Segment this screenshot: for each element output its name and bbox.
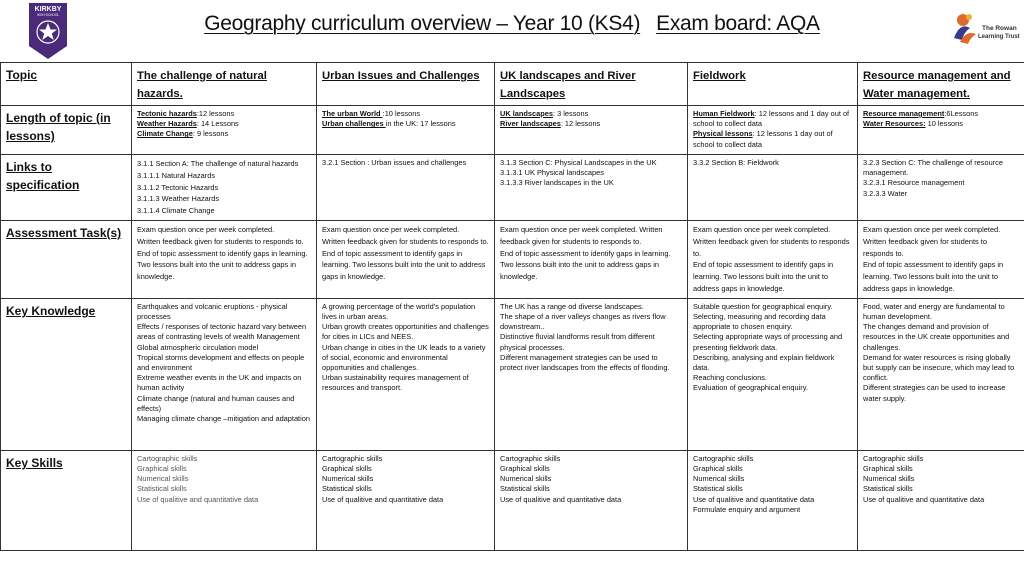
cell-line: Statistical skills	[137, 484, 187, 494]
knowledge-cell	[688, 298, 858, 450]
cell-line: Selecting, measuring and recording data appropriate to chosen enquiry.	[693, 311, 826, 332]
curriculum-table	[0, 62, 1024, 551]
links-cell	[688, 155, 858, 221]
cell-line: Graphical skills	[863, 463, 913, 473]
cell-line: 3.3.2 Section B: Fieldwork	[693, 158, 779, 167]
knowledge-cell	[317, 298, 495, 450]
cell-line: Exam question once per week completed.	[137, 225, 275, 234]
row-header-knowledge: Key Knowledge	[1, 298, 132, 450]
cell-line: Describing, analysing and explain fieldwork data.	[693, 352, 835, 372]
trust-logo-line1: The Rowan	[982, 25, 1017, 32]
assessment-cell	[858, 221, 1024, 299]
cell-line: End of topic assessment to identify gaps in learning. Two lessons built into the unit to address gaps in knowledge.	[500, 248, 671, 282]
cell-line: Use of qualitive and quantitative data	[693, 494, 815, 504]
cell-line: Suitable question for geographical enquiry.	[693, 301, 833, 311]
assessment-cell	[132, 221, 317, 299]
cell-line: A growing percentage of the world’s population lives in urban areas.	[322, 301, 476, 321]
cell-line: Numerical skills	[137, 474, 189, 484]
cell-line: 3.1.1.4 Climate Change	[137, 206, 215, 216]
cell-line: The UK has a range od diverse landscapes.	[500, 301, 644, 311]
cell-line: Demand for water resources is rising globally but supply can be insecure, which may lead to conflict.	[863, 352, 1015, 383]
skills-cell	[495, 450, 688, 550]
cell-line: Written feedback given for students to responds to.	[693, 236, 850, 258]
cell-line: Different strategies can be used to increase water supply.	[863, 383, 1006, 403]
cell-line: Urban change in cities in the UK leads to a variety of social, economic and environmental opportunities and challenges.	[322, 342, 486, 372]
links-cell	[858, 155, 1024, 221]
cell-line: Exam question once per week completed.	[322, 225, 460, 234]
skills-cell	[317, 450, 495, 550]
cell-line: Use of qualitive and quantitative data	[137, 494, 259, 504]
cell-line: Numerical skills	[693, 474, 745, 484]
assessment-cell	[688, 221, 858, 299]
knowledge-cell	[132, 298, 317, 450]
length-cell-landscapes: UK landscapes: 3 lessons River landscapes: 12 lessons	[495, 106, 688, 155]
cell-line: Urban sustainability requires management of resources and transport.	[322, 373, 469, 393]
cell-line: 3.1.3.3 River landscapes in the UK	[500, 178, 614, 188]
column-header-fieldwork: Fieldwork	[688, 63, 858, 106]
row-label: Topic	[6, 68, 38, 82]
length-cell-resources: Resource management:6Lessons Water Resources: 10 lessons	[858, 106, 1024, 155]
cell-line: Food, water and energy are fundamental to human development.	[863, 301, 1005, 321]
cell-line: Global atmospheric circulation model	[137, 342, 259, 352]
cell-line: Exam question once per week completed.	[693, 225, 831, 234]
table-row-knowledge	[1, 298, 1024, 450]
cell-line: Statistical skills	[500, 484, 550, 494]
table-row-assessment	[1, 221, 1024, 299]
cell-line: The changes demand and provision of resources in the UK create opportunities and challenges.	[863, 322, 1010, 352]
cell-line: Numerical skills	[863, 474, 915, 484]
row-header-topic	[1, 63, 132, 106]
skills-cell	[688, 450, 858, 550]
cell-line: Written feedback given for students to responds to.	[863, 236, 987, 258]
length-cell-urban: The urban World :10 lessons Urban challenges in the UK: 17 lessons	[317, 106, 495, 155]
cell-line: Cartographic skills	[137, 453, 198, 463]
row-header-skills: Key Skills	[1, 450, 132, 550]
skills-cell	[132, 450, 317, 550]
cell-line: 3.1.3 Section C: Physical Landscapes in the UK	[500, 158, 657, 167]
page-header	[0, 0, 1024, 62]
cell-line: Statistical skills	[322, 484, 372, 494]
title-main: Geography curriculum overview – Year 10 (KS4)	[204, 12, 641, 35]
cell-line: Numerical skills	[500, 474, 552, 484]
cell-line: 3.1.1.1 Natural Hazards	[137, 170, 216, 180]
assessment-cell	[495, 221, 688, 299]
cell-line: Different management strategies can be used to protect river landscapes from the effects of flooding.	[500, 352, 670, 372]
cell-line: Cartographic skills	[693, 453, 754, 463]
cell-line: Earthquakes and volcanic eruptions - physical processes	[137, 301, 288, 321]
cell-line: Formulate enquiry and argument	[693, 504, 801, 514]
cell-line: Use of qualitive and quantitative data	[500, 494, 622, 504]
column-header-urban-issues: Urban Issues and Challenges	[317, 63, 495, 106]
skills-cell	[858, 450, 1024, 550]
cell-line: End of topic assessment to identify gaps in learning. Two lessons built into the unit to address gaps in knowledge.	[863, 260, 1004, 293]
cell-line: Reaching conclusions.	[693, 373, 767, 383]
cell-line: Exam question once per week completed. Written feedback given for students to responds to.	[500, 225, 663, 246]
cell-line: Urban growth creates opportunities and challenges for cities in LICs and NEES.	[322, 322, 489, 342]
page-title	[0, 12, 1024, 36]
cell-line: Use of qualitive and quantitative data	[863, 494, 985, 504]
length-cell-fieldwork: Human Fieldwork: 12 lessons and 1 day out of school to collect data Physical lessons: 12 lessons 1 day out of school to collect data	[688, 106, 858, 155]
cell-line: Extreme weather events in the UK and impacts on human activity	[137, 373, 302, 393]
knowledge-cell	[858, 298, 1024, 450]
column-header-uk-landscapes: UK landscapes and River Landscapes	[495, 63, 688, 106]
length-cell-hazards: Tectonic hazards:12 lessons Weather Hazards: 14 Lessons Climate Change: 9 lessons	[132, 106, 317, 155]
cell-line: Statistical skills	[863, 484, 913, 494]
row-header-length: Length of topic (in lessons)	[1, 106, 132, 155]
cell-line: The shape of a river valleys changes as rivers flow downstream..	[500, 311, 666, 332]
school-logo-subtitle: HIGH SCHOOL	[36, 13, 60, 17]
links-cell	[495, 155, 688, 221]
table-row-links	[1, 155, 1024, 221]
cell-line: End of topic assessment to identify gaps in learning. Two lessons built into the unit to address gaps in knowledge.	[322, 248, 486, 282]
cell-line: Written feedback given for students to responds to.	[137, 236, 304, 246]
cell-line: 3.1.1 Section A: The challenge of natural hazards	[137, 159, 299, 168]
row-header-links: Links to specification	[1, 155, 132, 221]
trust-logo-line2: Learning Trust	[978, 34, 1020, 40]
table-row-topic	[1, 63, 1024, 106]
cell-line: Graphical skills	[500, 463, 550, 473]
cell-line: 3.2.3.1 Resource management	[863, 178, 965, 188]
cell-line: Exam question once per week completed.	[863, 225, 1001, 234]
cell-line: Graphical skills	[137, 463, 187, 473]
links-cell	[317, 155, 495, 221]
assessment-cell	[317, 221, 495, 299]
cell-line: 3.1.1.2 Tectonic Hazards	[137, 182, 219, 192]
cell-line: Distinctive fluvial landforms result from different physical processes.	[500, 332, 655, 352]
cell-line: Cartographic skills	[863, 453, 924, 463]
school-logo-name: KIRKBY	[34, 6, 62, 13]
cell-line: Written feedback given for students to responds to.	[322, 236, 489, 246]
cell-line: Statistical skills	[693, 484, 743, 494]
cell-line: 3.1.3.1 UK Physical landscapes	[500, 168, 604, 178]
knowledge-cell	[495, 298, 688, 450]
row-header-assessment: Assessment Task(s)	[1, 221, 132, 299]
cell-line: Tropical storms development and effects on people and environment	[137, 352, 305, 372]
cell-line: Climate change (natural and human causes and effects)	[137, 393, 295, 413]
cell-line: Cartographic skills	[500, 453, 561, 463]
trust-logo	[948, 8, 1020, 50]
cell-line: End of topic assessment to identify gaps in learning. Two lessons built into the unit to address gaps in knowledge.	[693, 260, 834, 293]
title-exam-board: Exam board: AQA	[656, 12, 820, 35]
cell-line: Evaluation of geographical enquiry.	[693, 383, 808, 393]
cell-line: Numerical skills	[322, 474, 374, 484]
cell-line: Selecting appropriate ways of processing and presenting fieldwork data.	[693, 332, 843, 352]
column-header-natural-hazards: The challenge of natural hazards.	[132, 63, 317, 106]
cell-line: End of topic assessment to identify gaps in learning. Two lessons built into the unit to address gaps in knowledge.	[137, 248, 308, 282]
cell-line: 3.2.3 Section C: The challenge of resource management.	[863, 158, 1003, 178]
table-row-skills	[1, 450, 1024, 550]
cell-line: Graphical skills	[322, 463, 372, 473]
cell-line: 3.2.3.3 Water	[863, 188, 908, 198]
cell-line: Effects / responses of tectonic hazard vary between areas of contrasting levels of wealth Management	[137, 322, 307, 342]
cell-line: Graphical skills	[693, 463, 743, 473]
column-header-resource-management: Resource management and Water management.	[858, 63, 1024, 106]
links-cell	[132, 155, 317, 221]
cell-line: Managing climate change –mitigation and adaptation	[137, 414, 310, 424]
table-row-length	[1, 106, 1024, 155]
cell-line: Use of qualitive and quantitative data	[322, 494, 444, 504]
cell-line: 3.1.1.3 Weather Hazards	[137, 194, 220, 204]
cell-line: 3.2.1 Section : Urban issues and challenges	[322, 158, 467, 167]
cell-line: Cartographic skills	[322, 453, 383, 463]
